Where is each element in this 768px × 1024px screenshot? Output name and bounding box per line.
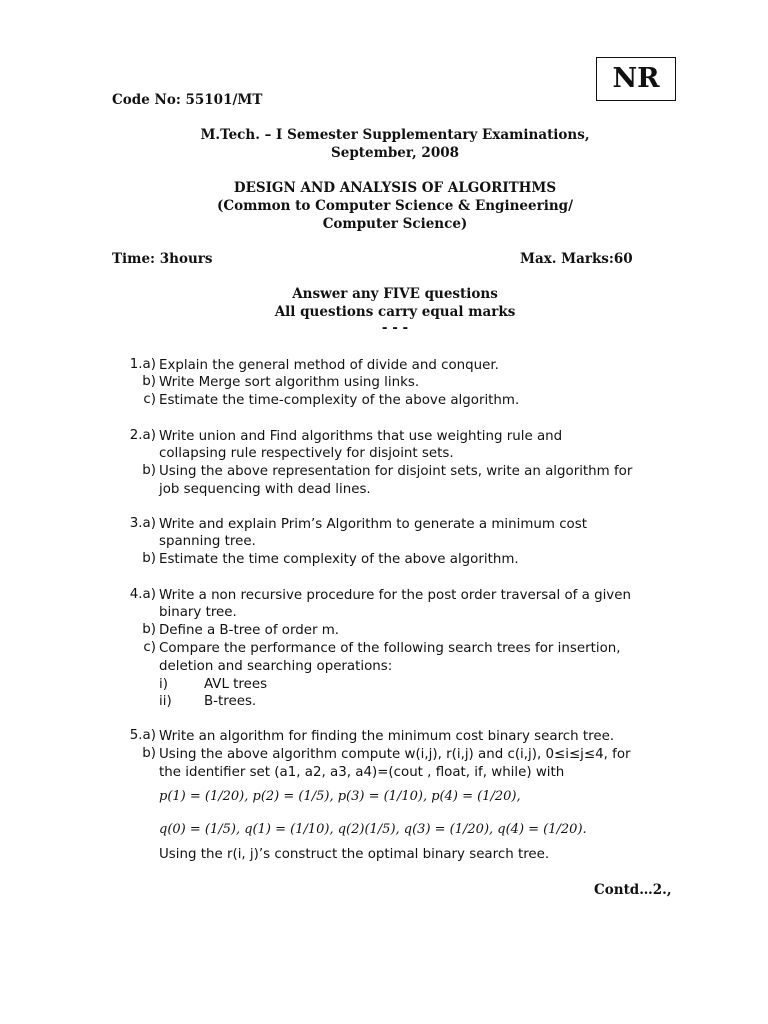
subject-title: DESIGN AND ANALYSIS OF ALGORITHMS bbox=[233, 180, 557, 196]
question-text: binary tree. bbox=[159, 605, 237, 620]
question-text: Write union and Find algorithms that use weighting rule and bbox=[159, 429, 563, 444]
continued-note: Contd…2., bbox=[594, 882, 672, 898]
question-text: Estimate the time-complexity of the above algorithm. bbox=[159, 393, 520, 408]
code-number: Code No: 55101/MT bbox=[112, 92, 263, 108]
question-label: c) bbox=[143, 392, 156, 407]
question-label: 1.a) bbox=[129, 357, 156, 372]
question-label: b) bbox=[142, 551, 156, 566]
question-label: b) bbox=[142, 463, 156, 478]
question-text: Write a non recursive procedure for the post order traversal of a given bbox=[159, 588, 631, 603]
time-label: Time: 3hours bbox=[112, 251, 213, 267]
probability-q-formula: q(0) = (1/5), q(1) = (1/10), q(2)(1/5), q(3) = (1/20), q(4) = (1/20). bbox=[159, 822, 587, 837]
question-label: b) bbox=[142, 374, 156, 389]
nr-badge: NR bbox=[596, 57, 676, 101]
question-label: 4.a) bbox=[129, 587, 156, 602]
question-text: job sequencing with dead lines. bbox=[159, 482, 371, 497]
question-label: c) bbox=[143, 640, 156, 655]
subitem-label: i) bbox=[159, 677, 168, 692]
question-text: Define a B-tree of order m. bbox=[159, 623, 340, 638]
probability-p-formula: p(1) = (1/20), p(2) = (1/5), p(3) = (1/10), p(4) = (1/20), bbox=[159, 789, 521, 804]
question-text: Compare the performance of the following search trees for insertion, bbox=[159, 641, 621, 656]
question-label: b) bbox=[142, 622, 156, 637]
question-text: deletion and searching operations: bbox=[159, 659, 393, 674]
question-text: Write an algorithm for finding the minimum cost binary search tree. bbox=[159, 729, 615, 744]
subitem-label: ii) bbox=[159, 694, 172, 709]
final-instruction: Using the r(i, j)’s construct the optimal binary search tree. bbox=[159, 847, 550, 862]
common-line-1: (Common to Computer Science & Engineering/ bbox=[216, 198, 574, 214]
question-text: collapsing rule respectively for disjoint sets. bbox=[159, 446, 454, 461]
instruction-1: Answer any FIVE questions bbox=[292, 286, 498, 302]
question-label: b) bbox=[142, 746, 156, 761]
question-label: 5.a) bbox=[129, 728, 156, 743]
question-text: Write and explain Prim’s Algorithm to generate a minimum cost bbox=[159, 517, 587, 532]
question-text: Write Merge sort algorithm using links. bbox=[159, 375, 420, 390]
question-text: Estimate the time complexity of the above algorithm. bbox=[159, 552, 519, 567]
question-text: spanning tree. bbox=[159, 534, 256, 549]
common-line-2: Computer Science) bbox=[322, 216, 468, 232]
instruction-separator: - - - bbox=[381, 320, 409, 336]
max-marks: Max. Marks:60 bbox=[520, 251, 633, 267]
subitem-text: AVL trees bbox=[204, 677, 268, 692]
subitem-text: B-trees. bbox=[204, 694, 257, 709]
question-label: 2.a) bbox=[129, 428, 156, 443]
question-text: Explain the general method of divide and conquer. bbox=[159, 358, 499, 373]
question-text: Using the above representation for disjoint sets, write an algorithm for bbox=[159, 464, 633, 479]
question-label: 3.a) bbox=[129, 516, 156, 531]
exam-title: M.Tech. – I Semester Supplementary Examinations, bbox=[200, 127, 590, 143]
question-text: Using the above algorithm compute w(i,j), r(i,j) and c(i,j), 0≤i≤j≤4, for bbox=[159, 747, 631, 762]
question-text: the identifier set (a1, a2, a3, a4)=(cout , float, if, while) with bbox=[159, 765, 565, 780]
exam-date: September, 2008 bbox=[330, 145, 460, 161]
instruction-2: All questions carry equal marks bbox=[274, 304, 516, 320]
